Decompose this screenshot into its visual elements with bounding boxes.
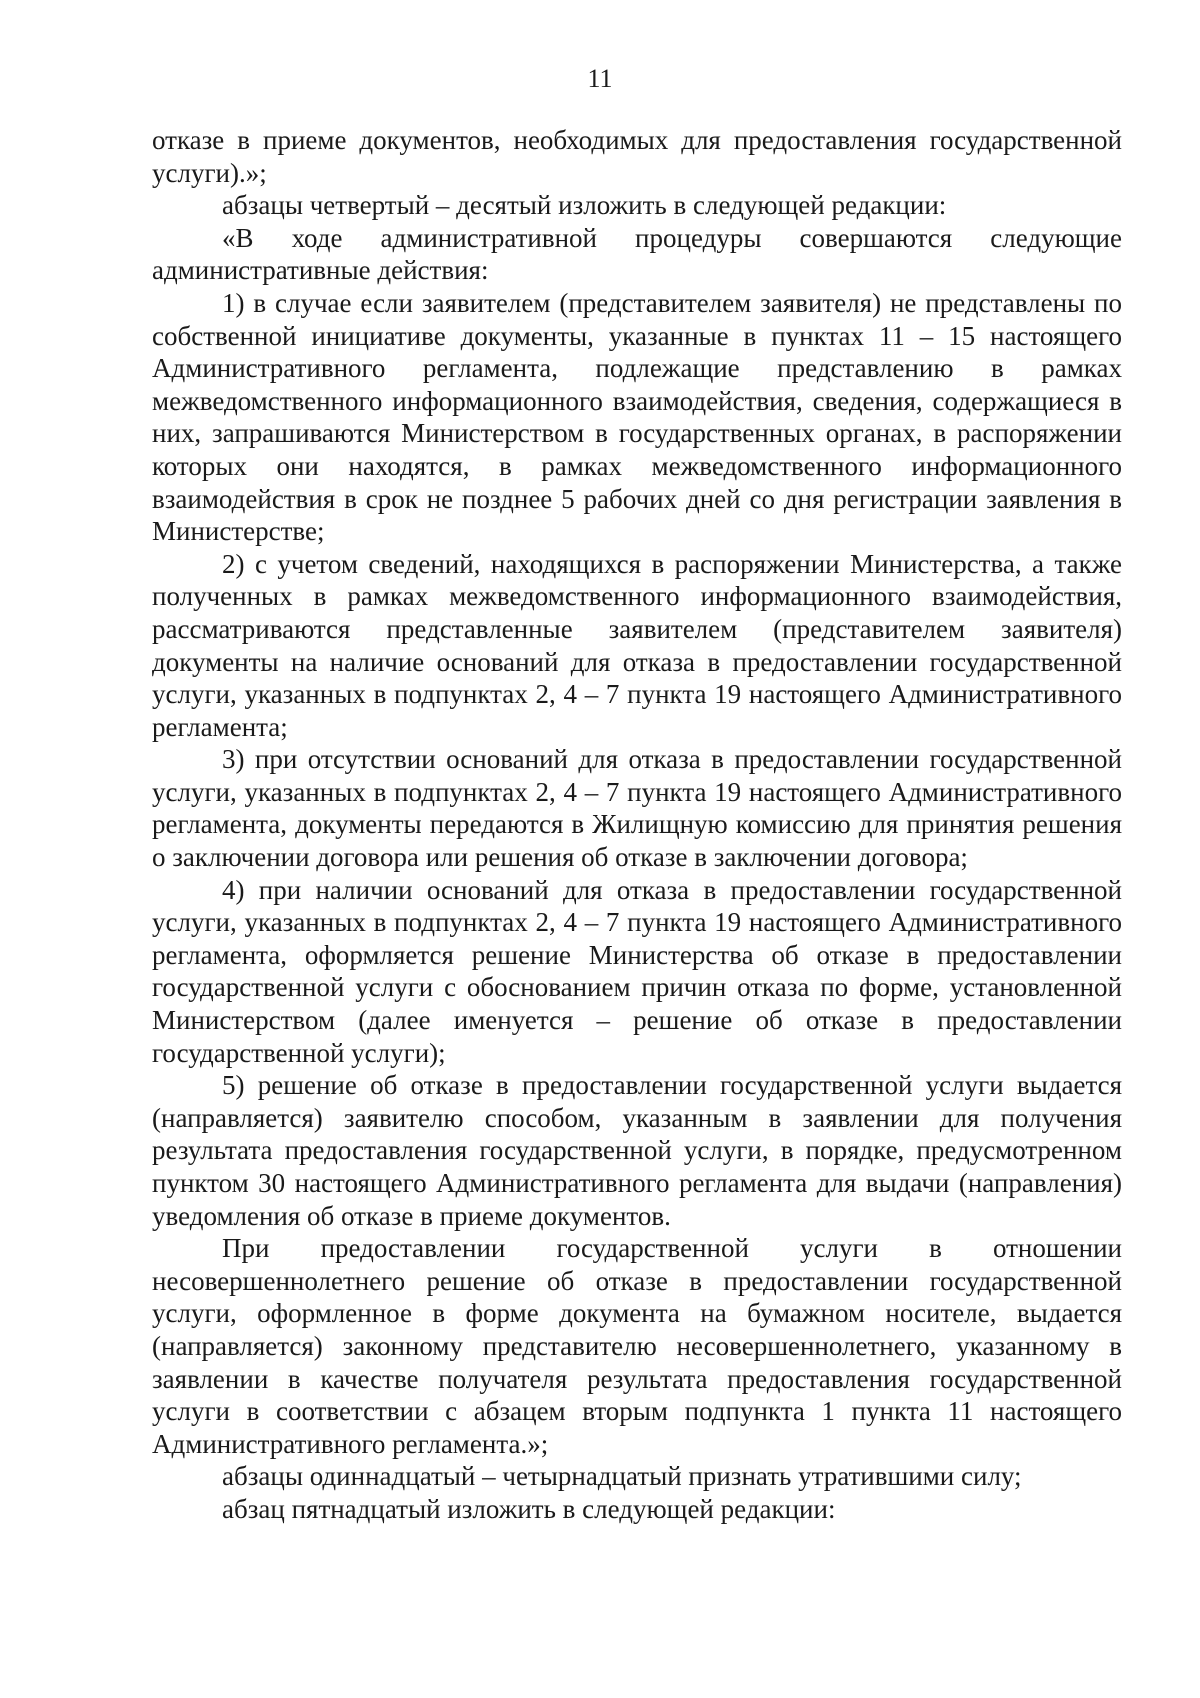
paragraph-amendment-15: абзац пятнадцатый изложить в следующей редакции: <box>222 1493 836 1524</box>
document-body <box>152 124 1122 1526</box>
paragraph-item-1: 1) в случае если заявителем (представителем заявителя) не представлены по собственной инициативе документы, указанные в пунктах 11 – 15 настоящего Административного регламента, подлежащие представлению в рамках межведомственного информационного взаимодействия, сведения, содержащиеся в них, запрашиваются Министерством в государственных органах, в распоряжении которых они находятся, в рамках межведомственного информационного взаимодействия в срок не позднее 5 рабочих дней со дня регистрации заявления в Министерстве; <box>152 287 1122 547</box>
paragraph-item-5: 5) решение об отказе в предоставлении государственной услуги выдается (направляется) заявителю способом, указанным в заявлении для получения результата предоставления государственной услуги, в порядке, предусмотренном пунктом 30 настоящего Административного регламента для выдачи (направления) уведомления об отказе в приеме документов. <box>152 1070 1122 1231</box>
paragraph-procedure-intro: «В ходе административной процедуры совершаются следующие административные действия: <box>152 222 1122 286</box>
page-number: 11 <box>587 64 613 93</box>
paragraph-repeal-clause: абзацы одиннадцатый – четырнадцатый признать утратившими силу; <box>222 1461 1022 1492</box>
paragraph-item-3: 3) при отсутствии оснований для отказа в предоставлении государственной услуги, указанных в подпунктах 2, 4 – 7 пункта 19 настоящего Административного регламента, документы передаются в Жилищную комиссию для принятия решения о заключении договора или решения об отказе в заключении договора; <box>152 744 1122 873</box>
paragraph-item-4: 4) при наличии оснований для отказа в предоставлении государственной услуги, указанных в подпунктах 2, 4 – 7 пункта 19 настоящего Административного регламента, оформляется решение Министерства об отказе в предоставлении государственной услуги с обоснованием причин отказа по форме, установленной Министерством (далее именуется – решение об отказе в предоставлении государственной услуги); <box>152 874 1122 1068</box>
paragraph-item-2: 2) с учетом сведений, находящихся в распоряжении Министерства, а также полученных в рамках межведомственного информационного взаимодействия, рассматриваются представленные заявителем (представителем заявителя) документы на наличие оснований для отказа в предоставлении государственной услуги, указанных в подпунктах 2, 4 – 7 пункта 19 настоящего Административного регламента; <box>152 548 1122 742</box>
paragraph-amendment-intro: абзацы четвертый – десятый изложить в следующей редакции: <box>222 190 947 221</box>
paragraph-continuation: отказе в приеме документов, необходимых для предоставления государственной услуги).»; <box>152 125 1122 188</box>
paragraph-minor-provision: При предоставлении государственной услуги в отношении несовершеннолетнего решение об отказе в предоставлении государственной услуги, оформленное в форме документа на бумажном носителе, выдается (направляется) законному представителю несовершеннолетнего, указанному в заявлении в качестве получателя результата предоставления государственной услуги в соответствии с абзацем вторым подпункта 1 пункта 11 настоящего Административного регламента.»; <box>152 1233 1122 1459</box>
